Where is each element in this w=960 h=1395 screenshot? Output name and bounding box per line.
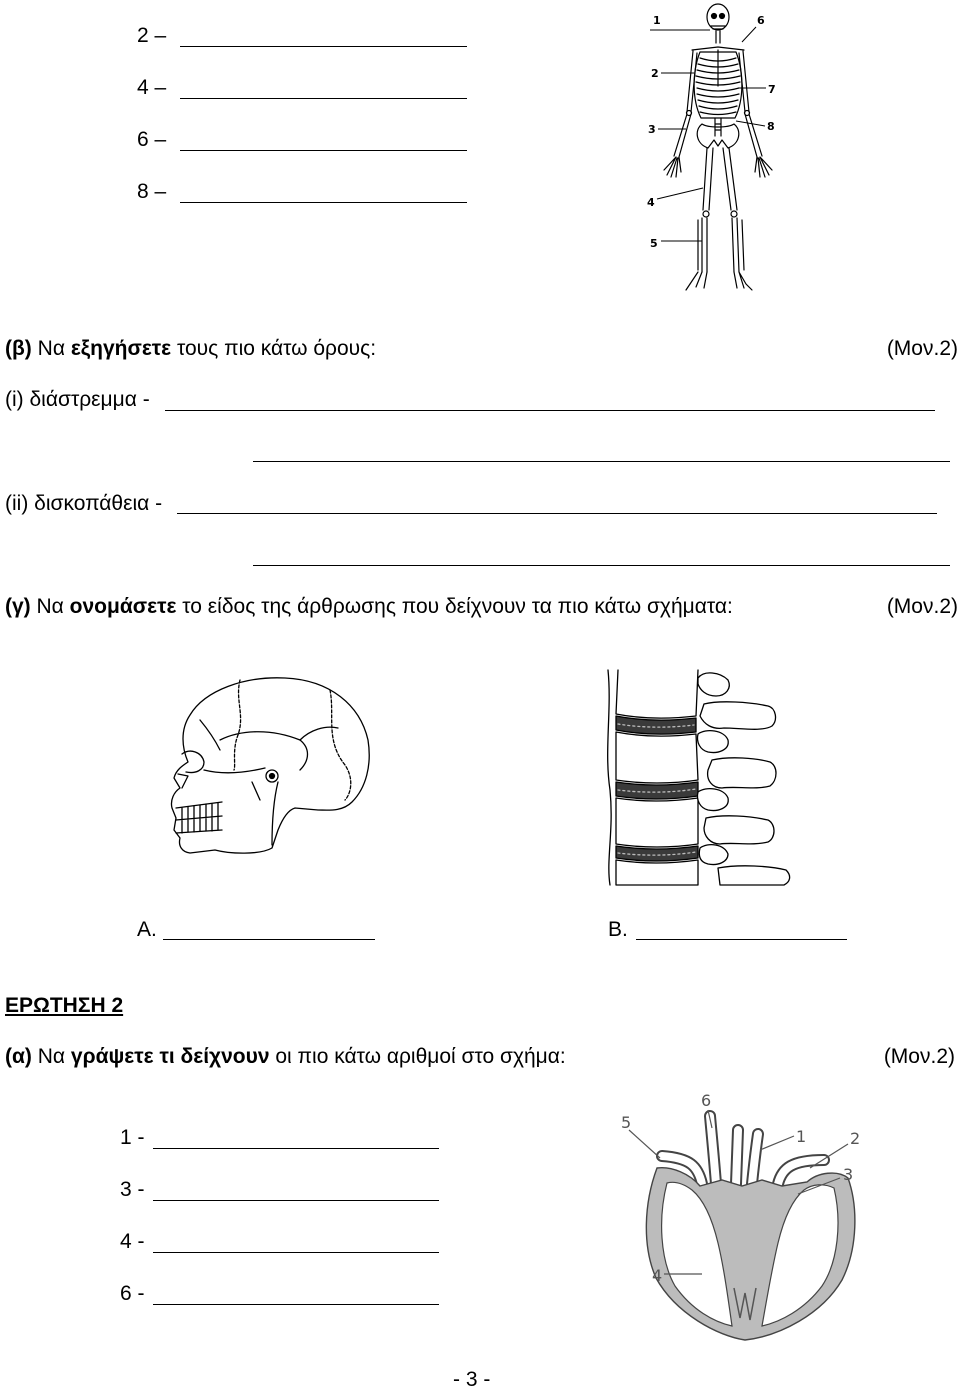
heart-diagram [612, 1088, 877, 1346]
answer-line [153, 1252, 439, 1253]
heart-answer-4: 4 - [120, 1230, 145, 1253]
spine-diagram [600, 670, 795, 886]
skeleton-label-4: 4 [647, 196, 655, 209]
answer-line [165, 410, 935, 411]
heart-label-2: 2 [850, 1129, 861, 1148]
question-b-rest: τους πιο κάτω όρους: [176, 337, 377, 360]
page-number: - 3 - [453, 1368, 491, 1391]
answer-line [153, 1200, 439, 1201]
answer-line [180, 150, 467, 151]
answer-line [153, 1304, 439, 1305]
heart-answer-1: 1 - [120, 1126, 145, 1149]
question-c-prompt [5, 595, 733, 619]
answer-line [180, 46, 467, 47]
heart-label-3: 3 [843, 1165, 854, 1184]
answer-line [180, 202, 467, 203]
term-sprain: (i) διάστρεμμα - [5, 388, 150, 411]
skeleton-answer-6: 6 – [137, 128, 167, 151]
answer-line [180, 98, 467, 99]
question-b-prefix: (β) [5, 337, 32, 360]
heart-label-1: 1 [796, 1127, 807, 1146]
answer-line [177, 513, 937, 514]
heart-label-6: 6 [701, 1091, 712, 1110]
answer-line [153, 1148, 439, 1149]
skeleton-label-6: 6 [757, 14, 765, 27]
skeleton-diagram [640, 0, 790, 298]
question-b-verb: εξηγήσετε [70, 337, 172, 360]
question-b-prompt [5, 337, 376, 361]
skeleton-answer-8: 8 – [137, 180, 167, 203]
skull-diagram [160, 670, 375, 860]
question-b-marks: (Μον.2) [886, 337, 958, 360]
answer-line [253, 565, 950, 566]
skeleton-label-1: 1 [653, 14, 661, 27]
question-c-verb: ονομάσετε [69, 595, 177, 618]
question-2a-prefix: (α) [5, 1045, 32, 1068]
skeleton-drawing [664, 4, 772, 290]
skeleton-label-3: 3 [648, 123, 656, 136]
section-title: ΕΡΩΤΗΣΗ 2 [5, 994, 124, 1017]
answer-line [253, 461, 950, 462]
question-c-prefix: (γ) [5, 595, 31, 618]
spine-drawing [608, 670, 790, 885]
skeleton-label-7: 7 [768, 83, 776, 96]
question-2a-rest: οι πιο κάτω αριθμοί στο σχήμα: [275, 1045, 566, 1068]
skeleton-answer-2: 2 – [137, 24, 167, 47]
heart-answer-3: 3 - [120, 1178, 145, 1201]
answer-line [163, 939, 375, 940]
question-c-lead: Να [36, 595, 64, 618]
question-2a-marks: (Μον.2) [883, 1045, 955, 1068]
figure-a-label: Α. [137, 918, 157, 941]
skeleton-answer-4: 4 – [137, 76, 167, 99]
term-disc-disease: (ii) δισκοπάθεια - [5, 492, 163, 515]
skeleton-label-8: 8 [767, 120, 775, 133]
question-2a-prompt [5, 1045, 566, 1069]
heart-label-4: 4 [652, 1266, 663, 1285]
question-c-rest: το είδος της άρθρωσης που δείχνουν τα πιο κάτω σχήματα: [182, 595, 733, 618]
heart-answer-6: 6 - [120, 1282, 145, 1305]
figure-b-label: Β. [608, 918, 628, 941]
heart-label-5: 5 [621, 1113, 632, 1132]
skeleton-label-2: 2 [651, 67, 659, 80]
question-b-lead: Να [37, 337, 65, 360]
answer-line [636, 939, 847, 940]
skeleton-leader-lines [650, 27, 766, 241]
skull-drawing [171, 678, 369, 853]
question-c-marks: (Μον.2) [886, 595, 958, 618]
skeleton-label-5: 5 [650, 237, 658, 250]
question-2a-verb: γράψετε τι δείχνουν [70, 1045, 270, 1068]
question-2a-lead: Να [37, 1045, 66, 1068]
